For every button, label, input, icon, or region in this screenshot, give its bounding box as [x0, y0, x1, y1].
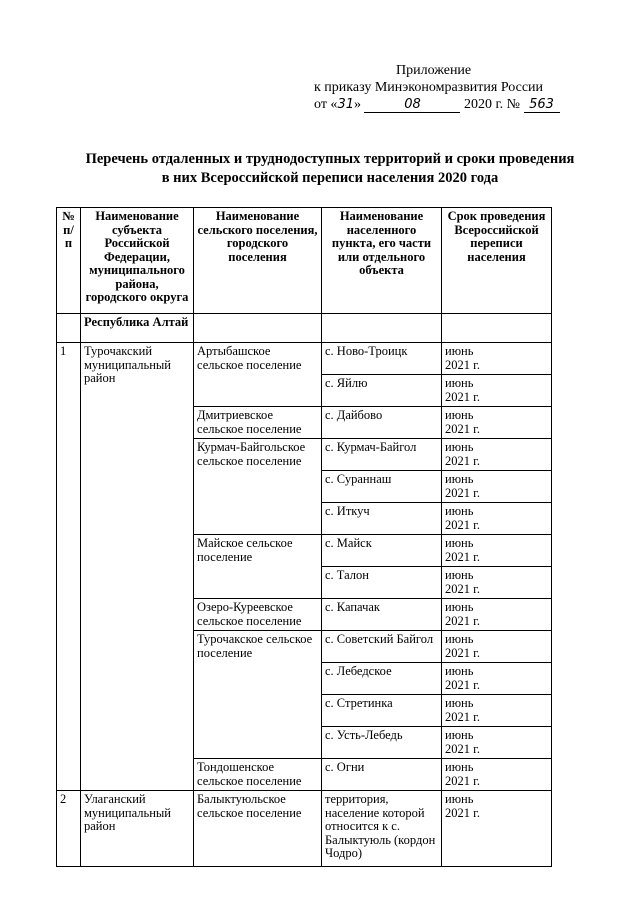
- row-num: 1: [57, 343, 81, 791]
- term-cell: июнь 2021 г.: [442, 567, 552, 599]
- header-subject: Наименование субъекта Российской Федерации, муниципального района, городского округа: [81, 208, 194, 314]
- settlement-name: Дмитриевское сельское поселение: [194, 407, 322, 439]
- term-cell: июнь 2021 г.: [442, 599, 552, 631]
- term-cell: июнь 2021 г.: [442, 695, 552, 727]
- place-name: с. Яйлю: [322, 375, 442, 407]
- order-date-line: [300, 96, 590, 113]
- title-line-2: в них Всероссийской переписи населения 2020 года: [161, 170, 499, 186]
- settlement-name: Курмач-Байгольское сельское поселение: [194, 439, 322, 535]
- order-line: к приказу Минэкономразвития России: [314, 80, 544, 95]
- term-cell: июнь 2021 г.: [442, 727, 552, 759]
- appendix-header: [300, 62, 590, 113]
- term-cell: июнь 2021 г.: [442, 631, 552, 663]
- district-name: Турочакский муниципальный район: [81, 343, 194, 791]
- settlement-name: Тондошенское сельское поселение: [194, 759, 322, 791]
- settlement-name: Озеро-Куреевское сельское поселение: [194, 599, 322, 631]
- term-cell: июнь 2021 г.: [442, 535, 552, 567]
- term-cell: июнь 2021 г.: [442, 439, 552, 471]
- term-cell: июнь 2021 г.: [442, 791, 552, 867]
- document-title: [40, 150, 620, 188]
- term-cell: июнь 2021 г.: [442, 375, 552, 407]
- place-name: с. Капачак: [322, 599, 442, 631]
- place-name: с. Ново-Троицк: [322, 343, 442, 375]
- title-line-1: Перечень отдаленных и труднодоступных территорий и сроки проведения: [85, 151, 575, 167]
- date-year: 2020 г. №: [463, 97, 521, 112]
- date-month: 08: [364, 98, 460, 113]
- header-term: Срок проведения Всероссийской переписи населения: [442, 208, 552, 314]
- term-cell: июнь 2021 г.: [442, 407, 552, 439]
- settlement-name: Майское сельское поселение: [194, 535, 322, 599]
- table-row: [57, 343, 552, 375]
- place-name: с. Стретинка: [322, 695, 442, 727]
- place-name: с. Огни: [322, 759, 442, 791]
- settlement-name: Балыктуюльское сельское поселение: [194, 791, 322, 867]
- appendix-label: Приложение: [396, 63, 472, 78]
- place-name: с. Курмач-Байгол: [322, 439, 442, 471]
- date-day: 31: [337, 97, 354, 112]
- place-name: с. Иткуч: [322, 503, 442, 535]
- term-cell: июнь 2021 г.: [442, 343, 552, 375]
- place-name: с. Майск: [322, 535, 442, 567]
- place-name: с. Советский Байгол: [322, 631, 442, 663]
- settlement-name: Турочакское сельское поселение: [194, 631, 322, 759]
- date-mid: »: [353, 97, 361, 112]
- term-cell: июнь 2021 г.: [442, 471, 552, 503]
- settlement-name: Артыбашское сельское поселение: [194, 343, 322, 407]
- place-name: с. Талон: [322, 567, 442, 599]
- region-name: Республика Алтай: [81, 314, 194, 343]
- district-name: Улаганский муниципальный район: [81, 791, 194, 867]
- table-header-row: [57, 208, 552, 314]
- place-name: территория, население которой относится к с. Балыктуюль (кордон Чодро): [322, 791, 442, 867]
- term-cell: июнь 2021 г.: [442, 759, 552, 791]
- date-prefix: от «: [314, 97, 338, 112]
- header-num: № п/п: [57, 208, 81, 314]
- term-cell: июнь 2021 г.: [442, 503, 552, 535]
- place-name: с. Сураннаш: [322, 471, 442, 503]
- territories-table: [56, 207, 552, 867]
- header-place: Наименование населенного пункта, его части или отдельного объекта: [322, 208, 442, 314]
- table-row: [57, 791, 552, 867]
- place-name: с. Лебедское: [322, 663, 442, 695]
- term-cell: июнь 2021 г.: [442, 663, 552, 695]
- place-name: с. Усть-Лебедь: [322, 727, 442, 759]
- place-name: с. Дайбово: [322, 407, 442, 439]
- row-num: 2: [57, 791, 81, 867]
- table-row: [57, 314, 552, 343]
- order-number: 563: [524, 98, 560, 113]
- header-settlement: Наименование сельского поселения, городского поселения: [194, 208, 322, 314]
